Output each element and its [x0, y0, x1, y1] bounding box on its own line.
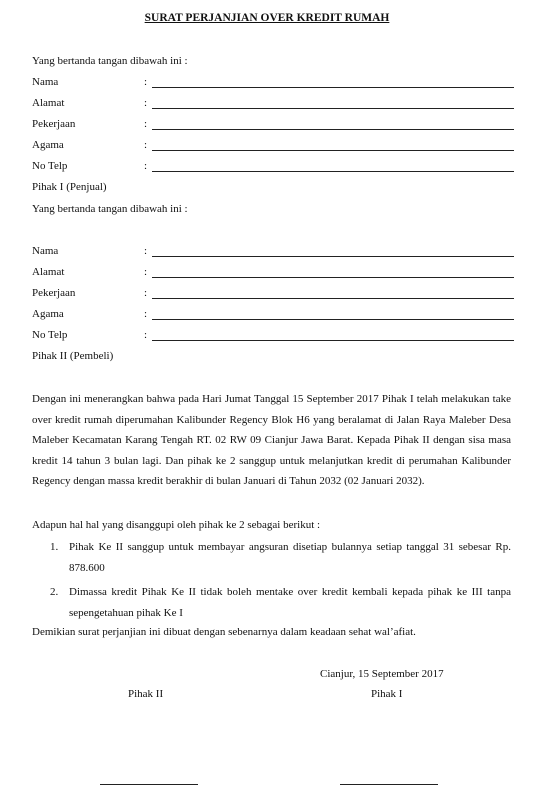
fill-in-line [152, 171, 514, 172]
field-colon: : [144, 266, 148, 278]
place-and-date: Cianjur, 15 September 2017 [320, 668, 444, 680]
field-colon: : [144, 76, 148, 88]
field-colon: : [144, 139, 148, 151]
agreement-paragraph: Dengan ini menerangkan bahwa pada Hari Jumat Tanggal 15 September 2017 Pihak I telah melakukan take over kredit rumah diperumahan Kalibunder Regency Blok H6 yang beralamat di Jalan Raya Maleber Desa Maleber Kecamatan Karang Tengah RT. 02 RW 09 Cianjur Jawa Barat. Kepada Pihak II dengan sisa masa kredit 14 tahun 3 bulan lagi. Dan pihak ke 2 sanggup untuk melanjutkan kredit di perumahan Kalibunder Regency dengan massa kredit berakhir di bulan Januari di Tahun 2032 (02 Januari 2032). [32, 393, 511, 488]
field-label: No Telp [32, 329, 68, 341]
field-colon: : [144, 97, 148, 109]
list-intro: Adapun hal hal yang disanggupi oleh pihak ke 2 sebagai berikut : [32, 519, 321, 531]
list-item-text: Dimassa kredit Pihak Ke II tidak boleh mentake over kredit kembali kepada pihak ke III tanpa sepengetahuan pihak Ke I [69, 586, 511, 619]
intro-second-party: Yang bertanda tangan dibawah ini : [32, 203, 188, 215]
intro-first-party: Yang bertanda tangan dibawah ini : [32, 55, 188, 67]
fill-in-line [152, 129, 514, 130]
party1-role: Pihak I (Penjual) [32, 181, 107, 193]
party1-phone-field [32, 160, 492, 174]
field-colon: : [144, 287, 148, 299]
fill-in-line [152, 277, 514, 278]
list-item [32, 537, 511, 578]
fill-in-line [152, 256, 514, 257]
signature-line-second-party [100, 784, 198, 785]
signature-line-first-party [340, 784, 438, 785]
party2-phone-field [32, 329, 492, 343]
fill-in-line [152, 319, 514, 320]
obligations-list [32, 537, 511, 623]
party2-religion-field [32, 308, 492, 322]
field-label: Alamat [32, 266, 65, 278]
field-label: No Telp [32, 160, 68, 172]
document-title: SURAT PERJANJIAN OVER KREDIT RUMAH [144, 12, 390, 24]
fill-in-line [152, 298, 514, 299]
party2-address-field [32, 266, 492, 280]
list-item [32, 582, 511, 623]
party1-religion-field [32, 139, 492, 153]
field-colon: : [144, 308, 148, 320]
fill-in-line [152, 108, 514, 109]
closing-statement: Demikian surat perjanjian ini dibuat dengan sebenarnya dalam keadaan sehat wal’afiat. [32, 626, 416, 638]
fill-in-line [152, 340, 514, 341]
party2-name-field [32, 245, 492, 259]
field-colon: : [144, 329, 148, 341]
party1-occupation-field [32, 118, 492, 132]
list-item-text: Pihak Ke II sanggup untuk membayar angsuran disetiap bulannya setiap tanggal 31 sebesar Rp. 878.600 [69, 541, 511, 574]
field-label: Nama [32, 76, 59, 88]
party2-occupation-field [32, 287, 492, 301]
party1-address-field [32, 97, 492, 111]
fill-in-line [152, 87, 514, 88]
field-label: Alamat [32, 97, 65, 109]
field-colon: : [144, 118, 148, 130]
field-label: Agama [32, 308, 64, 320]
field-colon: : [144, 245, 148, 257]
field-label: Agama [32, 139, 64, 151]
field-label: Pekerjaan [32, 287, 76, 299]
signatory-first-party: Pihak I [371, 688, 403, 700]
field-colon: : [144, 160, 148, 172]
list-item-number: 1. [50, 541, 59, 553]
list-item-number: 2. [50, 586, 59, 599]
signatory-second-party: Pihak II [128, 688, 164, 700]
party2-role: Pihak II (Pembeli) [32, 350, 114, 362]
fill-in-line [152, 150, 514, 151]
field-label: Nama [32, 245, 59, 257]
field-label: Pekerjaan [32, 118, 76, 130]
party1-name-field [32, 76, 492, 90]
